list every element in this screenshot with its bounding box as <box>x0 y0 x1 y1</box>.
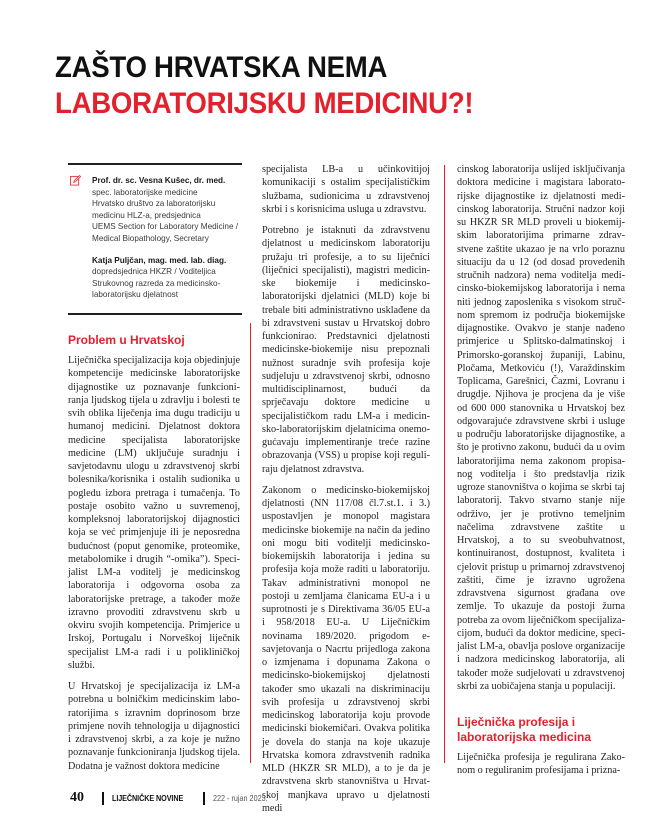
author-affiliation: UEMS Section for Laboratory Medicine / <box>92 222 239 232</box>
author-1 <box>68 175 242 245</box>
author-name: Prof. dr. sc. Vesna Kušec, dr. med. <box>92 176 226 185</box>
paragraph: Liječnička specijalizacija koja objedinjuje kompetencije medicinske laboratorijske dijagnostike uz poznavanje funkcioniranja ljudskog tijela u zdravlju i bolesti te svih oblika liječenja ima dugu tradiciju u humanoj medicini. Djelatnost doktora medicine specijalista laboratorijske medicine (LM) uključuje suradnju i savjetodavnu ulogu u zdravstvenoj skrbi bolesnika/korisnika i ostalih sudionika u pogledu izbora pretraga i tumačenja. To postaje osobito važno u suvremenoj, kompleksnoj laboratorijskoj dijagnostici koja se već primjenjuje ili je neposredna budućnost (poput genomike, proteomike, metabolomike i drugih “-omika”). Specijalist LM-a voditelj je medicinskog laboratorija i odgovorna osoba za laboratorijske pretrage, a također može izravno provoditi zdravstvenu skrb u okviru svojih kompetencija. Primjerice u Irskoj, Portugalu i Norveškoj liječnik specijalist LM-a radi i u polikliničkoj službi. <box>68 355 240 671</box>
author-name: Katja Puljčan, mag. med. lab. diag. <box>92 255 227 265</box>
section-heading: Problem u Hrvatskoj <box>68 333 185 347</box>
column-divider-1 <box>250 323 251 763</box>
author-affiliation: laboratorijsku djelatnost <box>92 290 179 300</box>
author-affiliation: medicinu HLZ-a, predsjednica <box>92 210 201 220</box>
paragraph: Potrebno je istaknuti da zdravstvenu djelatnost u medicinskom laboratoriju pružaju tri profesije, a to su liječnici (liječnici specijalisti), magistri medicinske biokemije i medicinsko-laboratorijski djelatnici (MLD) koje bi trebale biti administrativno usklađene da bi zdravstveni sustav u Hrvatskoj dobro funkcionirao. Predstavnici djelatnosti medicinske-biokemije nisu prepoznali nužnost suradnje svih profesija koje sudjeluju u zdravstvenoj skrbi, odnosno multidisciplinarnost, budući da sprječavaju doktore medicine u specijalističkom radu LM-a i medicinsko-laboratorijskim djelatnicima onemogućavaju implementiranje treće razine obrazovanja (VSS) u propise koji reguliraju djelatnost zdravstva. <box>262 225 430 475</box>
title-line-1: ZAŠTO HRVATSKA NEMA <box>55 51 388 84</box>
author-affiliation: dopredsjednica HKZR / Voditeljica <box>92 267 216 277</box>
article-title <box>55 50 473 122</box>
magazine-name: LIJEČNIČKE NOVINE <box>111 793 183 803</box>
footer-divider <box>102 792 104 805</box>
paragraph: Zakonom o medicinsko-biokemijskoj djelatnosti (NN 117/08 čl.7.st.1. i 3.) uspostavljen je monopol magistara medicinske biokemije na način da jedino oni mogu biti voditelji medicinsko-biokemijskih laboratorija i jedina su profesija koja može raditi u laboratoriju. Takav administrativni monopol ne postoji u zemljama članicama EU-a i u suprotnosti je s Direktivama 36/05 EU-a i 958/2018 EU-a. U Liječničkim novinama 189/2020. prigodom e-savjetovanja o Nacrtu prijedloga zakona o izmjenama i dopunama Zakona o medicinsko-biokemijskoj djelatnosti također smo ukazali na diskriminaciju svih profesija u zdravstvenoj skrbi medicinskog laboratorija koju provode medicinski biokemičari. Ovakva politika je dovela do stanja na koje ukazuje Hrvatska komora zdravstvenih radnika MLD (HKZR SR MLD), a to je da je zdravstvena skrb stanovništva u Hrvatskoj manjkava upravo u djelatnosti medi <box>262 484 430 814</box>
column-2 <box>262 163 430 823</box>
author-2 <box>68 255 242 301</box>
author-affiliation: spec. laboratorijske medicine <box>92 187 198 197</box>
paragraph: Liječnička profesija je regulirana Zakonom o reguliranim profesijama i prizna- <box>457 752 625 777</box>
author-affiliation: Medical Biopathology, Secretary <box>92 233 209 243</box>
paragraph: cinskog laboratorija uslijed isključivanja doktora medicine i magistara laboratorijske dijagnostike iz djelatnosti medicinskog laboratorija. Stručni nadzor koji su HKZR SR MLD proveli u biokemijskim laboratorijima primarne zdravstvene zaštite ukazao je na vrlo poraznu situaciju da u 12 (od dosad provedenih stručnih nadzora) nema voditelja medicinsko-biokemijskog laboratorija i nema niti jednog zaposlenika s visokom stručnom spremom iz područja biokemijske dijagnostike. Ovakvo je stanje nađeno primjerice u Splitsko-dalmatinskoj i Primorsko-goranskoj županiji, Labinu, Pločama, Metkoviću (!), Varaždinskim Toplicama, Garešnici, Čazmi, Lovranu i drugdje. Njihova je procjena da je više od 600 000 stanovnika u Hrvatskoj bez odgovarajuće zdravstvene skrbi i usluge u području laboratorijske dijagnostike, a što je protivno zakonu, budući da u ovim laboratorijima nema zakonom propisanog voditelja i što predstavlja rizik ugroze stanovništva o kojima se skrbi taj laboratorij. Takvo stvarno stanje nije održivo, jer je protivno temeljnim načelima zdravstvene zaštite u Hrvatskoj, a to su sveobuhvatnost, kontinuiranost, dostupnost, kvaliteta i cjelovit pristup u primarnoj zdravstvenoj zaštiti, čime je izravno ugrožena zdravstvena sigurnost građana ove zemlje. To ukazuje da postoji žurna potreba za ovom liječničkom specijalizacijom, budući da doktor medicine, specijalist LM-a, obavlja poslove organizacije i nadzora medicinskog laboratorija, ali također može sudjelovati u zdravstvenoj skrbi za uobičajena stanja u populaciji. <box>457 164 625 692</box>
pen-edit-icon <box>70 175 81 186</box>
author-affiliation: Strukovnog razreda za medicinsko- <box>92 278 221 288</box>
page-footer <box>70 790 277 806</box>
paragraph: U Hrvatskoj je specijalizacija iz LM-a potrebna u bolničkim medicinskim laboratorijima s izravnim doprinosom brze primjene novih tehnologija u dijagnostici i zdravstvenoj skrbi, a za koje je nužno poznavanje funkcioniranja ljudskog tijela. Dodatna je važnost doktora medicine <box>68 681 240 772</box>
paragraph: specijalista LB-a u učinkovitijoj komunikaciji s ostalim specijalističkim službama, sudionicima u zdravstvenoj skrbi i s korisnicima usluga u zdravstvu. <box>262 164 430 215</box>
column-1 <box>68 333 240 781</box>
footer-divider <box>203 792 205 805</box>
page-number: 40 <box>70 790 84 805</box>
issue-info: 222 - rujan 2023. <box>212 793 268 803</box>
column-3 <box>457 163 625 786</box>
author-box <box>68 163 242 315</box>
section-heading: Liječnička profesija i laboratorijska medicina <box>457 715 592 744</box>
author-affiliation: Hrvatsko društvo za laboratorijsku <box>92 199 216 209</box>
column-divider-2 <box>444 165 445 763</box>
title-line-2: LABORATORIJSKU MEDICINU?! <box>55 87 474 120</box>
